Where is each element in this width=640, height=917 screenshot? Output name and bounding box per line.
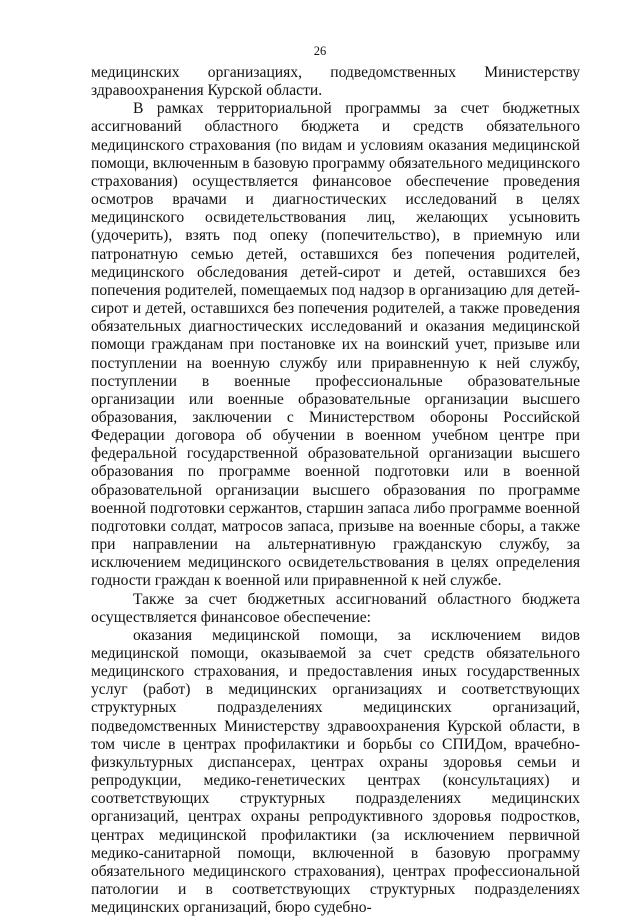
paragraph-medical-care-provision: оказания медицинской помощи, за исключением видов медицинской помощи, оказываемой за счет средств обязательного медицинского страхования, и предоставления иных государственных услуг (работ) в медицинских организациях и соответствующих структурных подразделениях медицинских организаций, подведомственных Министерству здравоохранения Курской области, в том числе в центрах профилактики и борьбы со СПИДом, врачебно-физкультурных диспансерах, центрах охраны здоровья семьи и репродукции, медико-генетических центрах (консультациях) и соответствующих структурных подразделениях медицинских организаций, центрах охраны репродуктивного здоровья подростков, центрах медицинской профилактики (за исключением первичной медико-санитарной помощи, включенной в базовую программу обязательного медицинского страхования), центрах профессиональной патологии и в соответствующих структурных подразделениях медицинских организаций, бюро судебно-	[91, 626, 580, 917]
document-body	[91, 64, 580, 917]
paragraph-continuation: медицинских организациях, подведомственных Министерству здравоохранения Курской области.	[91, 64, 580, 100]
page-number: 26	[313, 44, 327, 58]
paragraph-regional-budget: Также за счет бюджетных ассигнований областного бюджета осуществляется финансовое обеспечение:	[91, 590, 580, 626]
paragraph-territorial-program: В рамках территориальной программы за счет бюджетных ассигнований областного бюджета и средств обязательного медицинского страхования (по видам и условиям оказания медицинской помощи, включенным в базовую программу обязательного медицинского страхования) осуществляется финансовое обеспечение проведения осмотров врачами и диагностических исследований в целях медицинского освидетельствования лиц, желающих усыновить (удочерить), взять под опеку (попечительство), в приемную или патронатную семью детей, оставшихся без попечения родителей, медицинского обследования детей-сирот и детей, оставшихся без попечения родителей, помещаемых под надзор в организацию для детей-сирот и детей, оставшихся без попечения родителей, а также проведения обязательных диагностических исследований и оказания медицинской помощи гражданам при постановке их на воинский учет, призыве или поступлении на военную службу или приравненную к ней службу, поступлении в военные профессиональные образовательные организации или военные образовательные организации высшего образования, заключении с Министерством обороны Российской Федерации договора об обучении в военном учебном центре при федеральной государственной образовательной организации высшего образования по программе военной подготовки или в военной образовательной организации высшего образования по программе военной подготовки сержантов, старшин запаса либо программе военной подготовки солдат, матросов запаса, призыве на военные сборы, а также при направлении на альтернативную гражданскую службу, за исключением медицинского освидетельствования в целях определения годности граждан к военной или приравненной к ней службе.	[91, 100, 580, 590]
